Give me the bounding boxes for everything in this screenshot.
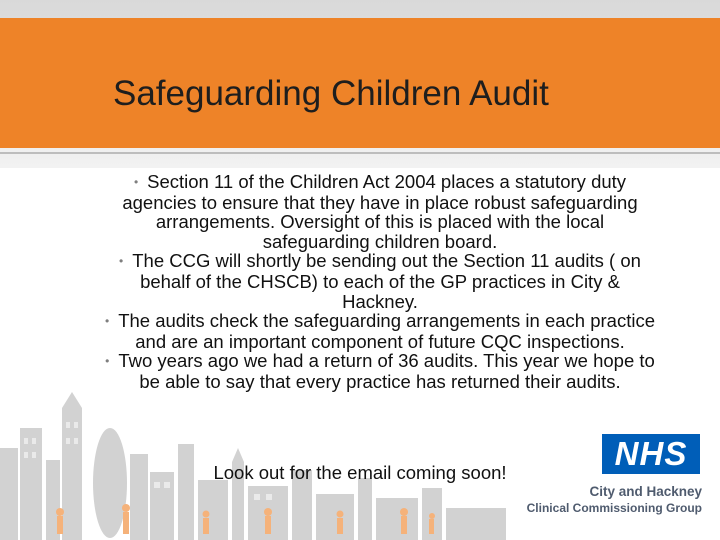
bullet-text: The CCG will shortly be sending out the Section 11 audits ( on behalf of the CHSCB) to each of the GP practices in City & Hackney. xyxy=(132,250,641,312)
slide-title: Safeguarding Children Audit xyxy=(113,74,549,113)
header-divider xyxy=(0,152,720,154)
closing-text: Look out for the email coming soon! xyxy=(213,462,507,483)
nhs-logo: NHS xyxy=(602,434,700,474)
bullet-text: Two years ago we had a return of 36 audits. This year we hope to be able to say that every practice has returned their audits. xyxy=(118,350,655,392)
bullet-item xyxy=(100,351,660,391)
bullet-item xyxy=(100,251,660,311)
org-name-line2: Clinical Commissioning Group xyxy=(526,501,702,515)
bullet-icon: • xyxy=(133,175,139,189)
org-name-line1: City and Hackney xyxy=(589,484,702,499)
bullet-icon: • xyxy=(104,314,110,329)
bullet-text: The audits check the safeguarding arrangements in each practice and are an important component of future CQC inspections. xyxy=(118,310,656,352)
bullet-icon: • xyxy=(105,354,110,369)
bullet-text: Section 11 of the Children Act 2004 places a statutory duty agencies to ensure that they have in place robust safeguarding arrangements. Oversight of this is placed with the local safeguarding children board. xyxy=(122,171,638,252)
bullet-icon: • xyxy=(119,254,124,269)
body-content xyxy=(100,172,660,392)
bullet-item xyxy=(100,311,660,351)
bullet-item xyxy=(100,172,660,251)
